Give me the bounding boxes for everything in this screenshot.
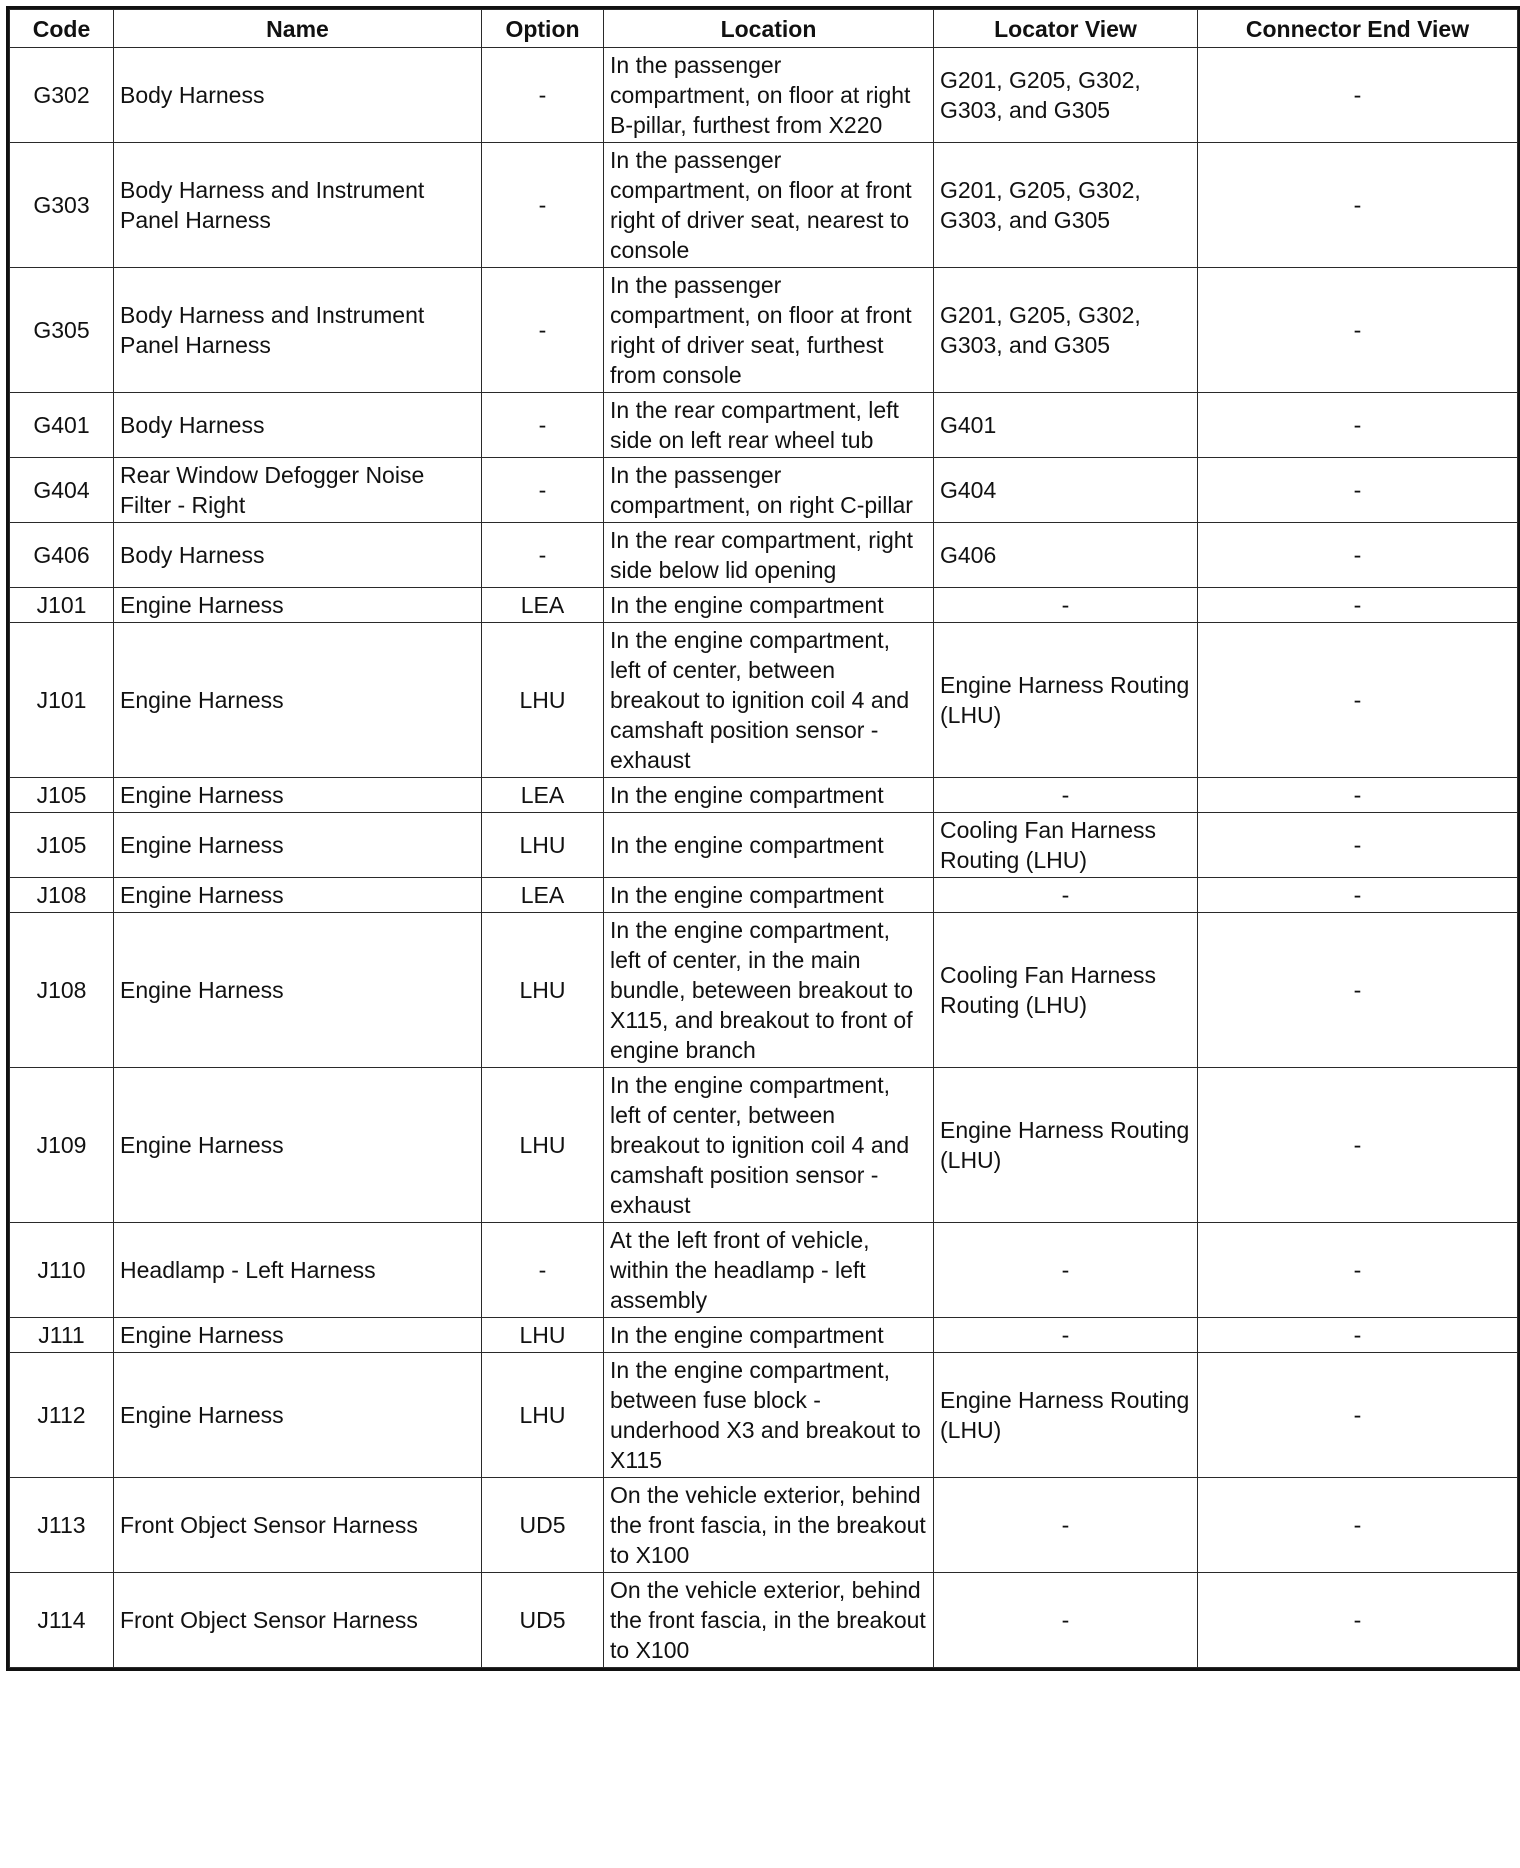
cell-name: Rear Window Defogger Noise Filter - Right [114,458,482,523]
locator-table-container [6,6,1520,1671]
header-locator-view: Locator View [934,10,1198,48]
cell-option: LHU [482,913,604,1068]
cell-locator-view: - [934,588,1198,623]
header-option: Option [482,10,604,48]
cell-code: G302 [10,48,114,143]
table-row [10,1068,1518,1223]
cell-locator-view: G201, G205, G302, G303, and G305 [934,143,1198,268]
cell-name: Engine Harness [114,778,482,813]
table-header-row [10,10,1518,48]
cell-locator-view: Cooling Fan Harness Routing (LHU) [934,913,1198,1068]
table-row [10,1318,1518,1353]
cell-code: G401 [10,393,114,458]
cell-name: Engine Harness [114,588,482,623]
cell-locator-view: G201, G205, G302, G303, and G305 [934,268,1198,393]
table-row [10,268,1518,393]
cell-option: LEA [482,588,604,623]
cell-location: In the rear compartment, right side below lid opening [604,523,934,588]
cell-location: In the engine compartment [604,878,934,913]
cell-connector-end-view: - [1198,268,1518,393]
cell-connector-end-view: - [1198,143,1518,268]
table-row [10,523,1518,588]
cell-option: - [482,268,604,393]
cell-connector-end-view: - [1198,588,1518,623]
cell-locator-view: G406 [934,523,1198,588]
cell-locator-view: - [934,1223,1198,1318]
cell-location: In the engine compartment [604,588,934,623]
cell-location: In the engine compartment, left of center, in the main bundle, beteween breakout to X115, and breakout to front of engine branch [604,913,934,1068]
cell-name: Engine Harness [114,813,482,878]
cell-name: Body Harness [114,393,482,458]
cell-locator-view: - [934,1318,1198,1353]
table-row [10,48,1518,143]
table-row [10,1223,1518,1318]
cell-connector-end-view: - [1198,1573,1518,1668]
cell-name: Front Object Sensor Harness [114,1573,482,1668]
cell-location: At the left front of vehicle, within the headlamp - left assembly [604,1223,934,1318]
cell-location: In the passenger compartment, on floor at front right of driver seat, nearest to console [604,143,934,268]
header-code: Code [10,10,114,48]
cell-locator-view: - [934,1478,1198,1573]
cell-connector-end-view: - [1198,1353,1518,1478]
cell-location: In the passenger compartment, on floor at right B-pillar, furthest from X220 [604,48,934,143]
cell-location: In the passenger compartment, on floor at front right of driver seat, furthest from console [604,268,934,393]
connector-locator-table [9,9,1518,1668]
cell-locator-view: G201, G205, G302, G303, and G305 [934,48,1198,143]
cell-code: J113 [10,1478,114,1573]
table-row [10,458,1518,523]
cell-locator-view: G404 [934,458,1198,523]
cell-name: Body Harness and Instrument Panel Harness [114,143,482,268]
cell-code: J105 [10,778,114,813]
cell-name: Engine Harness [114,878,482,913]
cell-option: LEA [482,778,604,813]
cell-location: In the engine compartment, left of center, between breakout to ignition coil 4 and camshaft position sensor - exhaust [604,1068,934,1223]
cell-connector-end-view: - [1198,523,1518,588]
cell-option: LEA [482,878,604,913]
cell-connector-end-view: - [1198,1318,1518,1353]
cell-connector-end-view: - [1198,458,1518,523]
cell-locator-view: - [934,1573,1198,1668]
cell-locator-view: Engine Harness Routing (LHU) [934,1068,1198,1223]
cell-location: In the engine compartment, left of center, between breakout to ignition coil 4 and camshaft position sensor - exhaust [604,623,934,778]
cell-location: In the engine compartment [604,813,934,878]
cell-name: Front Object Sensor Harness [114,1478,482,1573]
cell-locator-view: G401 [934,393,1198,458]
cell-option: LHU [482,1318,604,1353]
cell-location: In the rear compartment, left side on left rear wheel tub [604,393,934,458]
cell-connector-end-view: - [1198,48,1518,143]
cell-location: In the engine compartment [604,1318,934,1353]
header-name: Name [114,10,482,48]
cell-code: J108 [10,878,114,913]
cell-name: Engine Harness [114,1318,482,1353]
cell-connector-end-view: - [1198,913,1518,1068]
cell-option: LHU [482,623,604,778]
cell-name: Engine Harness [114,1068,482,1223]
table-row [10,588,1518,623]
cell-connector-end-view: - [1198,1223,1518,1318]
table-body [10,48,1518,1668]
cell-option: - [482,393,604,458]
table-row [10,1353,1518,1478]
cell-option: LHU [482,813,604,878]
table-row [10,813,1518,878]
table-row [10,878,1518,913]
cell-option: - [482,523,604,588]
cell-code: J101 [10,623,114,778]
cell-locator-view: Cooling Fan Harness Routing (LHU) [934,813,1198,878]
table-row [10,1478,1518,1573]
cell-name: Engine Harness [114,1353,482,1478]
header-location: Location [604,10,934,48]
cell-option: LHU [482,1353,604,1478]
table-row [10,913,1518,1068]
cell-code: G305 [10,268,114,393]
cell-connector-end-view: - [1198,813,1518,878]
cell-name: Headlamp - Left Harness [114,1223,482,1318]
cell-option: LHU [482,1068,604,1223]
cell-code: J105 [10,813,114,878]
cell-code: J112 [10,1353,114,1478]
cell-name: Body Harness [114,523,482,588]
cell-connector-end-view: - [1198,623,1518,778]
cell-connector-end-view: - [1198,878,1518,913]
cell-name: Body Harness and Instrument Panel Harness [114,268,482,393]
cell-code: G406 [10,523,114,588]
cell-location: On the vehicle exterior, behind the front fascia, in the breakout to X100 [604,1573,934,1668]
cell-connector-end-view: - [1198,778,1518,813]
cell-locator-view: - [934,878,1198,913]
cell-name: Engine Harness [114,623,482,778]
cell-location: In the engine compartment, between fuse block - underhood X3 and breakout to X115 [604,1353,934,1478]
cell-connector-end-view: - [1198,1478,1518,1573]
cell-locator-view: Engine Harness Routing (LHU) [934,623,1198,778]
cell-option: - [482,1223,604,1318]
cell-code: G303 [10,143,114,268]
cell-code: G404 [10,458,114,523]
table-row [10,143,1518,268]
cell-location: On the vehicle exterior, behind the front fascia, in the breakout to X100 [604,1478,934,1573]
cell-name: Body Harness [114,48,482,143]
cell-option: - [482,143,604,268]
cell-location: In the engine compartment [604,778,934,813]
cell-location: In the passenger compartment, on right C-pillar [604,458,934,523]
cell-connector-end-view: - [1198,393,1518,458]
table-row [10,623,1518,778]
cell-locator-view: Engine Harness Routing (LHU) [934,1353,1198,1478]
cell-name: Engine Harness [114,913,482,1068]
cell-option: UD5 [482,1478,604,1573]
cell-option: - [482,458,604,523]
table-row [10,1573,1518,1668]
cell-option: - [482,48,604,143]
table-row [10,393,1518,458]
cell-code: J110 [10,1223,114,1318]
cell-code: J109 [10,1068,114,1223]
cell-connector-end-view: - [1198,1068,1518,1223]
cell-code: J111 [10,1318,114,1353]
cell-locator-view: - [934,778,1198,813]
cell-code: J114 [10,1573,114,1668]
cell-option: UD5 [482,1573,604,1668]
cell-code: J108 [10,913,114,1068]
header-connector-end-view: Connector End View [1198,10,1518,48]
table-row [10,778,1518,813]
cell-code: J101 [10,588,114,623]
